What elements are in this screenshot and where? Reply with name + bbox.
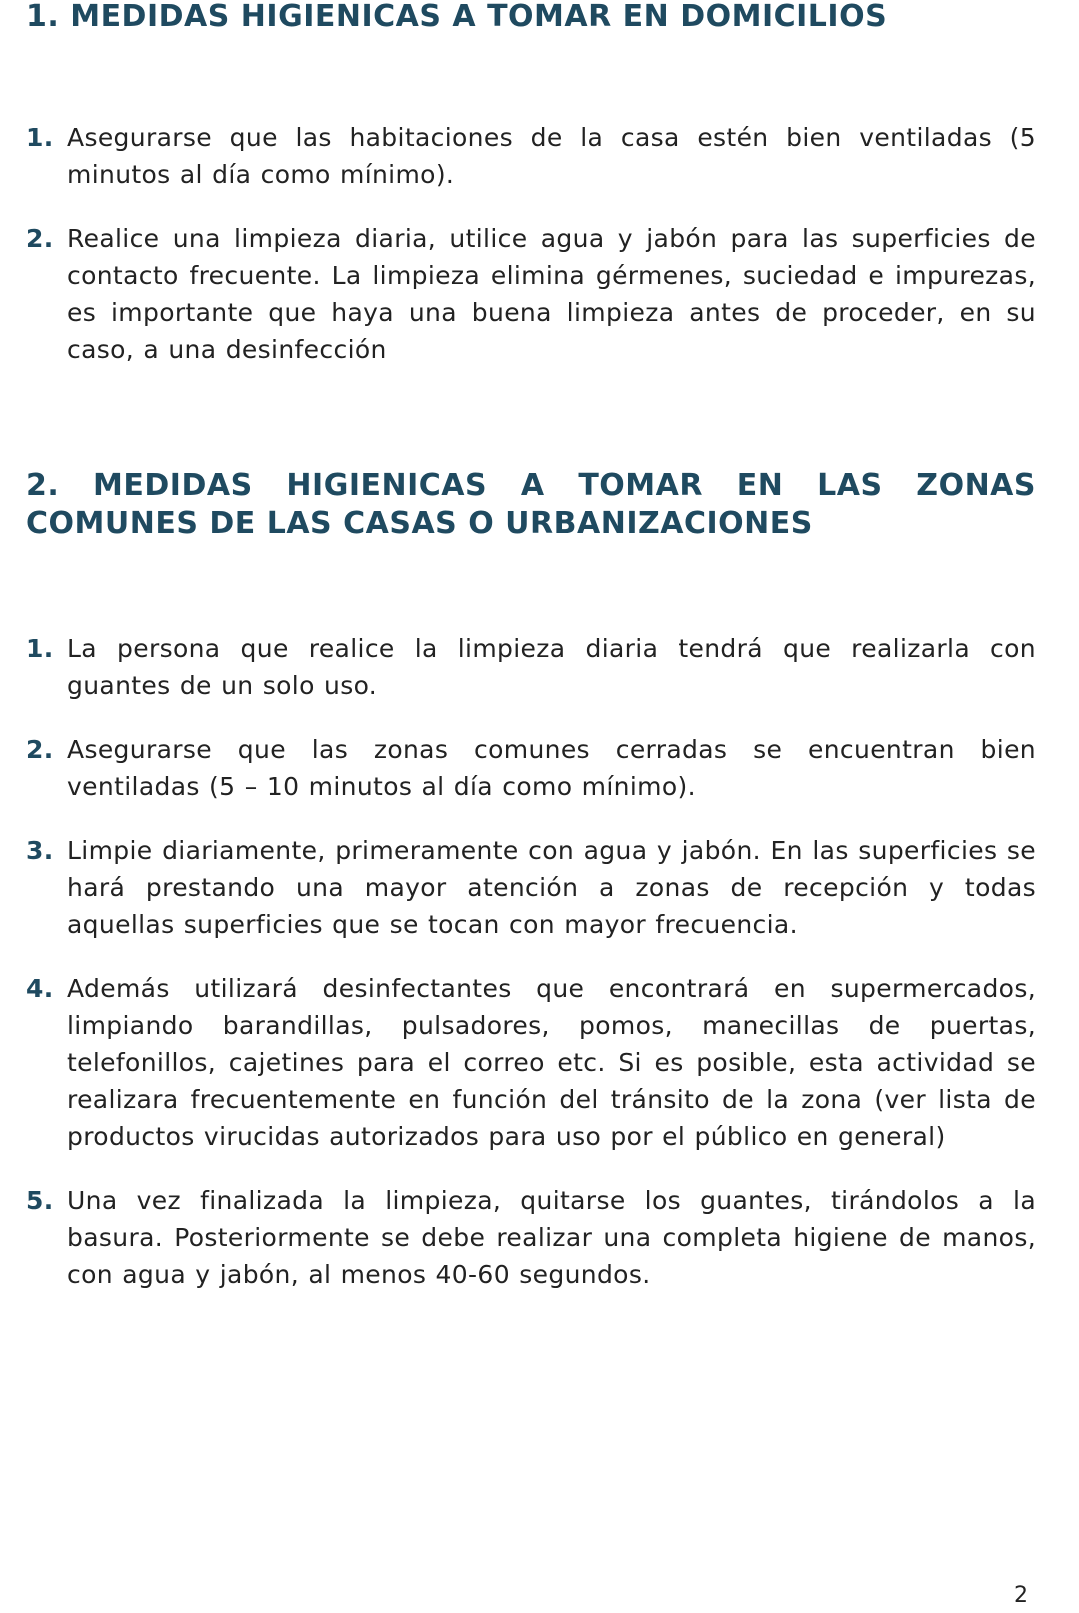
- list-item: [26, 832, 1036, 943]
- list-item: [26, 731, 1036, 805]
- list-item-number: 1.: [26, 123, 54, 152]
- list-item-number: 4.: [26, 974, 54, 1003]
- list-item-text: Realice una limpieza diaria, utilice agua y jabón para las superficies de contacto frecuente. La limpieza elimina gérmenes, suciedad e impurezas, es importante que haya una buena limpieza antes de proceder, en su caso, a una desinfección: [67, 224, 1036, 364]
- list-item-text: La persona que realice la limpieza diaria tendrá que realizarla con guantes de un solo uso.: [67, 634, 1036, 700]
- page-number: 2: [1014, 1583, 1028, 1608]
- list-item-number: 5.: [26, 1186, 54, 1215]
- list-item-number: 2.: [26, 735, 54, 764]
- section-1-heading: 1. MEDIDAS HIGIENICAS A TOMAR EN DOMICILIOS: [26, 0, 888, 34]
- list-item-text: Asegurarse que las habitaciones de la casa estén bien ventiladas (5 minutos al día como mínimo).: [67, 123, 1036, 189]
- section-1-list: [26, 119, 1036, 395]
- list-item-text: Además utilizará desinfectantes que encontrará en supermercados, limpiando barandillas, pulsadores, pomos, manecillas de puertas, telefonillos, cajetines para el correo etc. Si es posible, esta actividad se realizara frecuentemente en función del tránsito de la zona (ver lista de productos virucidas autorizados para uso por el público en general): [67, 974, 1036, 1151]
- list-item-number: 1.: [26, 634, 54, 663]
- list-item: [26, 119, 1036, 193]
- section-2-heading-line-2: COMUNES DE LAS CASAS O URBANIZACIONES: [26, 506, 813, 541]
- section-2-heading-line-1: 2. MEDIDAS HIGIENICAS A TOMAR EN LAS ZONAS: [26, 468, 1036, 503]
- list-item: [26, 1182, 1036, 1293]
- list-item-number: 3.: [26, 836, 54, 865]
- list-item: [26, 630, 1036, 704]
- section-2-heading: [26, 467, 1036, 543]
- list-item-number: 2.: [26, 224, 54, 253]
- list-item: [26, 220, 1036, 368]
- list-item: [26, 970, 1036, 1155]
- list-item-text: Limpie diariamente, primeramente con agua y jabón. En las superficies se hará prestando una mayor atención a zonas de recepción y todas aquellas superficies que se tocan con mayor frecuencia.: [67, 836, 1036, 939]
- list-item-text: Asegurarse que las zonas comunes cerradas se encuentran bien ventiladas (5 – 10 minutos al día como mínimo).: [67, 735, 1036, 801]
- list-item-text: Una vez finalizada la limpieza, quitarse los guantes, tirándolos a la basura. Posteriormente se debe realizar una completa higiene de manos, con agua y jabón, al menos 40-60 segundos.: [67, 1186, 1036, 1289]
- section-2-list: [26, 630, 1036, 1320]
